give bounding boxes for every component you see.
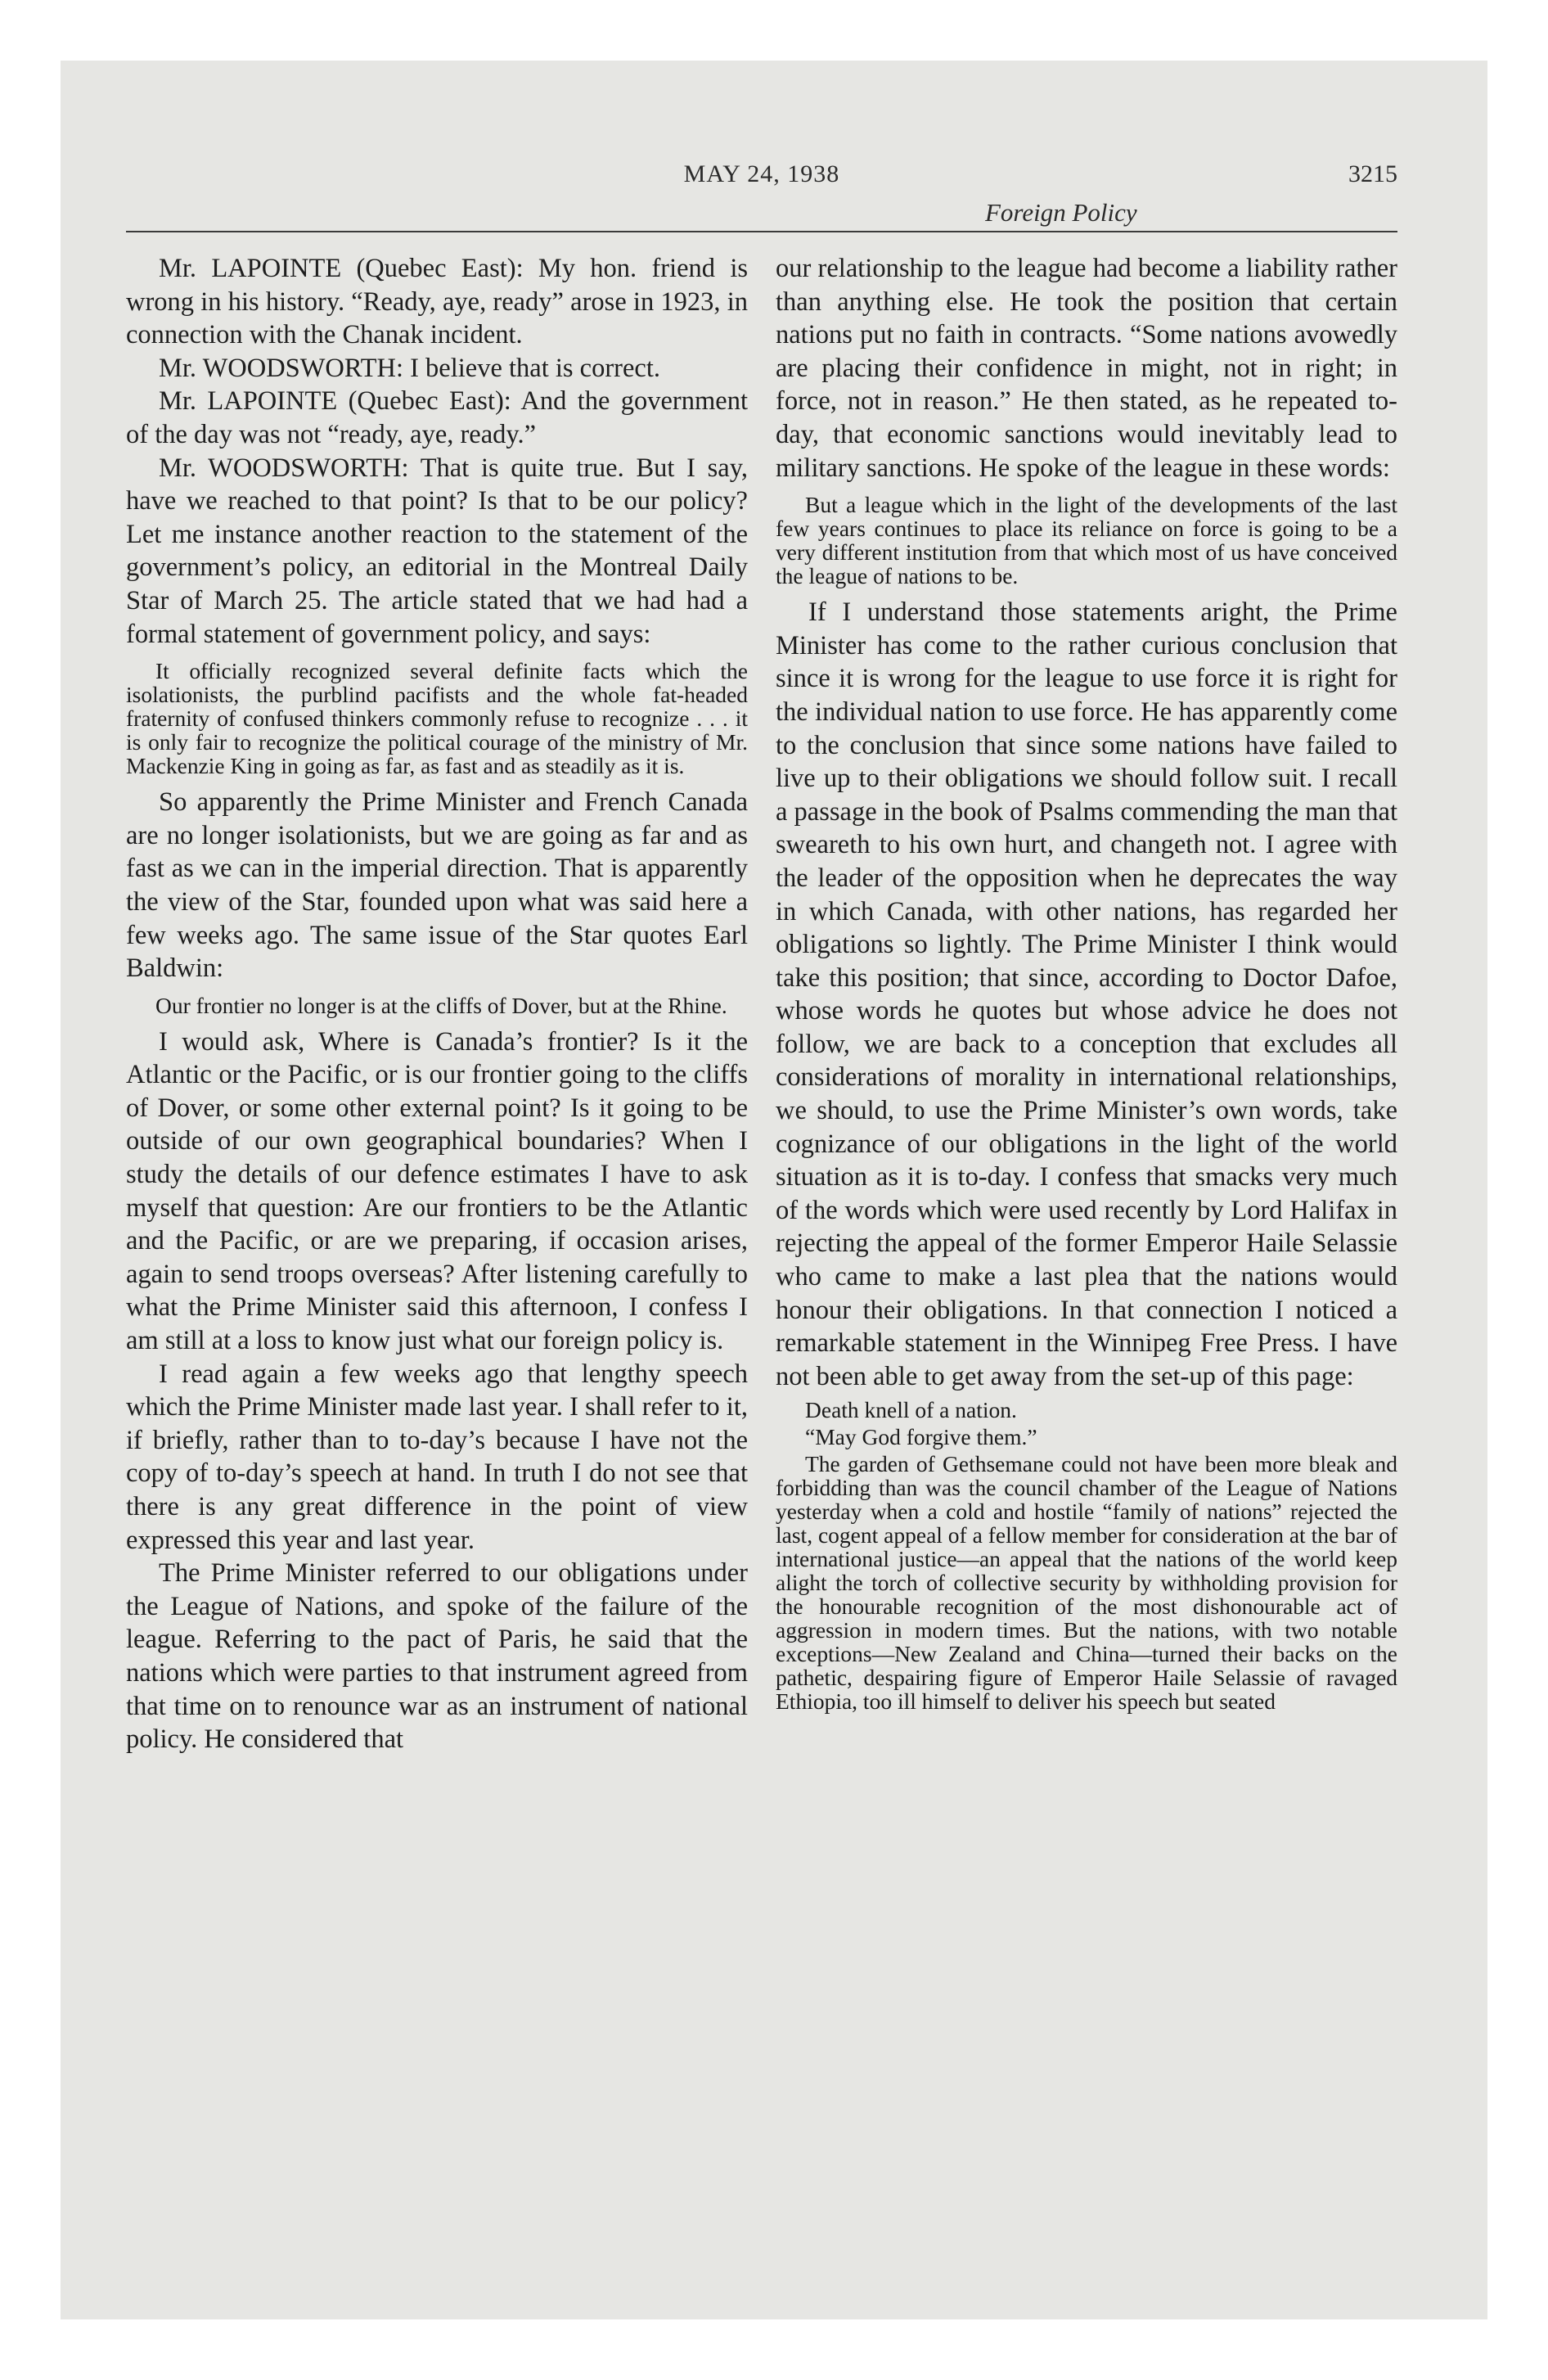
paragraph: The Prime Minister referred to our obligations under the League of Nations, and spoke of the failure of the league. Referring to the pact of Paris, he said that the nations which were parties to that instrument agreed from that time on to renounce war as an instrument of national policy. He considered that xyxy=(126,1558,748,1755)
quoted-headline: Death knell of a nation. xyxy=(805,1397,1017,1423)
paragraph: I read again a few weeks ago that lengthy speech which the Prime Minister made last year. I shall refer to it, if briefly, rather than to to-day’s because I have not the copy of to-day’s speech at hand. In truth I do not see that there is any great difference in the point of view expressed this year and last year. xyxy=(126,1359,748,1555)
quoted-headline: “May God forgive them.” xyxy=(805,1424,1037,1450)
block-quote: The garden of Gethsemane could not have been more bleak and forbidding than was the council chamber of the League of Nations yesterday when a cold and hostile “family of nations” rejected the last, cogent appeal of a fellow member for consideration at the bar of international justice—an appeal that the nations of the world keep alight the torch of collective security by withholding provision for the honourable recognition of the most dishonourable act of aggression in modern times. But the nations, with two notable exceptions—New Zealand and China—turned their backs on the pathetic, despairing figure of Emperor Haile Selassie of ravaged Ethiopia, too ill himself to deliver his speech but seated xyxy=(776,1451,1397,1715)
block-quote: Our frontier no longer is at the cliffs of Dover, but at the Rhine. xyxy=(155,992,727,1018)
paragraph: Mr. LAPOINTE (Quebec East): My hon. friend is wrong in his history. “Ready, aye, ready” arose in 1923, in connection with the Chanak incident. xyxy=(126,254,748,350)
header-rule xyxy=(126,231,1397,232)
header-page-number: 3215 xyxy=(1348,160,1397,187)
paragraph: Mr. WOODSWORTH: That is quite true. But I say, have we reached to that point? Is that to be our policy? Let me instance another reaction to the statement of the government’s policy, an editorial in the Montreal Daily Star of March 25. The article stated that we had had a formal statement of government policy, and says: xyxy=(126,453,748,649)
paragraph: If I understand those statements aright, the Prime Minister has come to the rather curious conclusion that since it is wrong for the league to use force it is right for the individual nation to use force. He has apparently come to the conclusion that since some nations have failed to live up to their obligations we should follow suit. I recall a passage in the book of Psalms commending the man that sweareth to his own hurt, and changeth not. I agree with the leader of the opposition when he deprecates the way in which Canada, with other nations, has regarded her obligations so lightly. The Prime Minister I think would take this position; that since, according to Doctor Dafoe, whose words he quotes but whose advice he does not follow, we are back to a conception that excludes all considerations of morality in international relationships, we should, to use the Prime Minister’s own words, take cognizance of our obligations in the light of the world situation as it is to-day. I confess that smacks very much of the words which were used recently by Lord Halifax in rejecting the appeal of the former Emperor Haile Selassie who came to make a last plea that the nations would honour their obligations. In that connection I noticed a remarkable statement in the Winnipeg Free Press. I have not been able to get away from the set-up of this page: xyxy=(776,597,1397,1391)
header-section-title: Foreign Policy xyxy=(985,198,1137,227)
page-header xyxy=(126,156,1397,227)
header-date: MAY 24, 1938 xyxy=(683,160,840,187)
left-column xyxy=(126,252,748,1756)
paragraph: So apparently the Prime Minister and French Canada are no longer isolationists, but we are going as far and as fast as we can in the imperial direction. That is apparently the view of the Star, founded upon what was said here a few weeks ago. The same issue of the Star quotes Earl Baldwin: xyxy=(126,787,748,984)
right-column xyxy=(776,252,1397,1721)
block-quote: But a league which in the light of the developments of the last few years continues to place its reliance on force is going to be a very different institution from that which most of us have conceived the league of nations to be. xyxy=(776,492,1397,589)
block-quote: It officially recognized several definite facts which the isolationists, the purblind pacifists and the whole fat-headed fraternity of confused thinkers commonly refuse to recognize . . . it is only fair to recognize the political courage of the ministry of Mr. Mackenzie King in going as far, as fast and as steadily as it is. xyxy=(126,658,748,779)
paragraph: Mr. LAPOINTE (Quebec East): And the government of the day was not “ready, aye, ready.” xyxy=(126,386,748,449)
paragraph: Mr. WOODSWORTH: I believe that is correct. xyxy=(159,353,660,383)
paragraph: I would ask, Where is Canada’s frontier? Is it the Atlantic or the Pacific, or is our frontier going to the cliffs of Dover, or some other external point? Is it going to be outside of our own geographical boundaries? When I study the details of our defence estimates I have to ask myself that question: Are our frontiers to be the Atlantic and the Pacific, or are we preparing, if occasion arises, again to send troops overseas? After listening carefully to what the Prime Minister said this afternoon, I confess I am still at a loss to know just what our foreign policy is. xyxy=(126,1026,748,1356)
paragraph-continued: our relationship to the league had become a liability rather than anything else. He took the position that certain nations put no faith in contracts. “Some nations avowedly are placing their confidence in might, not in right; in force, not in reason.” He then stated, as he repeated to-day, that economic sanctions would inevitably lead to military sanctions. He spoke of the league in these words: xyxy=(776,254,1397,483)
